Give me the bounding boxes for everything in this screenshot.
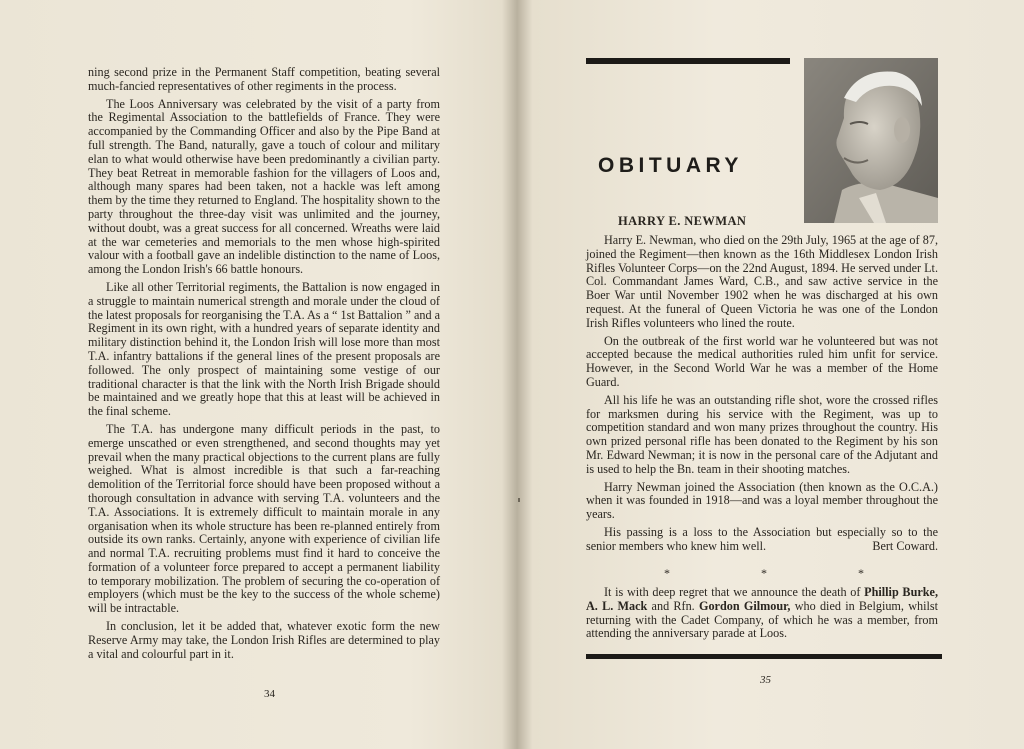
left-paragraph: Like all other Territorial regiments, the Battalion is now engaged in a struggle to maintain numerical strength and morale under the cloud of the latest proposals for reorganising the T.A. As a “ 1st Battalion ” and a Regiment in its own right, with a hundred years of separate identity and military distinction behind it, the London Irish will lose more than most T.A. infantry battalions if the general lines of the present proposals are followed. The only prospect of maintaining some vestige of our traditional character is that the link with the North Irish Brigade should be maintained and we greatly hope that this at least will be achieved in the final scheme. (88, 279, 441, 419)
separator-star: * (761, 566, 767, 580)
obituary-title: OBITUARY (598, 154, 743, 177)
left-text-column (88, 66, 440, 665)
left-paragraph: The Loos Anniversary was celebrated by the visit of a party from the Regimental Association to the battlefields of France. They were accompanied by the Commanding Officer and also by the Pipe Band at full strength. The Band, naturally, gave a touch of colour and military elan to what would otherwise have been predominantly a civilian party. They beat Retreat in memorable fashion for the villagers of Loos and, although many spares had been taken, not a hackle was left among them by the time they returned to England. The hospitality shown to the party throughout the three-day visit was unlimited and the journey, without doubt, was a great success for all concerned. Wreaths were laid at the war cemeteries and memorials to the men whose high-spirited valour with a football gave an indelible distinction to the name of Loos, among the London Irish's 66 battle honours. (88, 96, 440, 277)
separator-star: * (664, 566, 670, 580)
right-page (514, 0, 1024, 749)
death-notice-paragraph (586, 586, 938, 641)
signature: Bert Coward. (872, 538, 938, 553)
bottom-rule (586, 654, 942, 659)
separator-star: * (858, 566, 864, 580)
top-rule (586, 58, 790, 64)
portrait-image (804, 58, 938, 223)
notice-names: Phillip Burke, A. L. Mack (586, 585, 938, 613)
notice-text: It is with deep regret that we announce the death of (604, 585, 865, 599)
death-notice (586, 586, 938, 645)
right-text-column (586, 234, 938, 558)
obituary-paragraph: On the outbreak of the first world war he volunteered but was not accepted because the medical authorities ruled him unfit for service. However, in the Second World War he was a member of the Home Guard. (586, 333, 938, 389)
left-paragraph: In conclusion, let it be added that, whatever exotic form the new Reserve Army may take, the London Irish Rifles are determined to play a vital and colourful part in it. (88, 619, 440, 661)
obituary-paragraph: Harry E. Newman, who died on the 29th July, 1965 at the age of 87, joined the Regiment—then known as the 16th Middlesex London Irish Rifles Volunteer Corps—on the 22nd August, 1894. He served under Lt. Col. Commandant James Ward, C.B., and saw active service in the Boer War until November 1902 when he was discharged at his own request. At the funeral of Queen Victoria he was one of the London Irish Rifles volunteers who lined the route. (586, 233, 938, 330)
obituary-paragraph: All his life he was an outstanding rifle shot, wore the crossed rifles for marksmen during his service with the Regiment, was up to competition standard and won many prizes throughout the country. His own prized personal rifle has been donated to the Regiment by his son Mr. Edward Newman; it is now in the personal care of the Adjutant and is used to help the Bn. team in their shooting matches. (586, 392, 938, 476)
page-number-left: 34 (264, 688, 275, 700)
obituary-name-heading: HARRY E. NEWMAN (618, 214, 747, 228)
portrait-photo (804, 58, 938, 223)
closing-text: His passing is a loss to the Association but especially so to the senior members who knew him well. (586, 524, 938, 553)
left-paragraph: ning second prize in the Permanent Staff competition, beating several much-fancied representatives of other regiments in the process. (88, 65, 440, 93)
left-paragraph: The T.A. has undergone many difficult periods in the past, to emerge unscathed or even strengthened, and second thoughts may yet prevail when the many practical objections to the current plans are fully weighed. What is almost incredible is that such a far-reaching demolition of the Territorial force should have been proposed without a thorough consultation in advance with serving T.A. volunteers and the T.A. Associations. It is extremely difficult to maintain morale in any organisation when its whole structure has been re-planned entirely from outside its own ranks. Certainly, anyone with experience of civilian life and normal T.A. recruiting problems must find it hard to conceive the formation of a volunteer force prepared to accept a permanent liability to temporary mobilization. The problem of securing the co-operation of employers (which must be the key to the success of the whole scheme) will be intractable. (88, 421, 440, 616)
obituary-paragraph: Harry Newman joined the Association (then known as the O.C.A.) when it was founded in 1918—and was a loyal member throughout the years. (586, 479, 938, 522)
notice-names: Gordon Gilmour, (698, 598, 791, 613)
notice-text: and Rfn. (647, 598, 699, 613)
page-number-right: 35 (760, 674, 771, 686)
notice-text: who died in Belgium, whilst returning with the Cadet Company, of which he was a member, from attending the anniversary parade at Loos. (586, 598, 938, 641)
separator-stars (664, 566, 864, 581)
obituary-closing-paragraph (586, 526, 938, 554)
